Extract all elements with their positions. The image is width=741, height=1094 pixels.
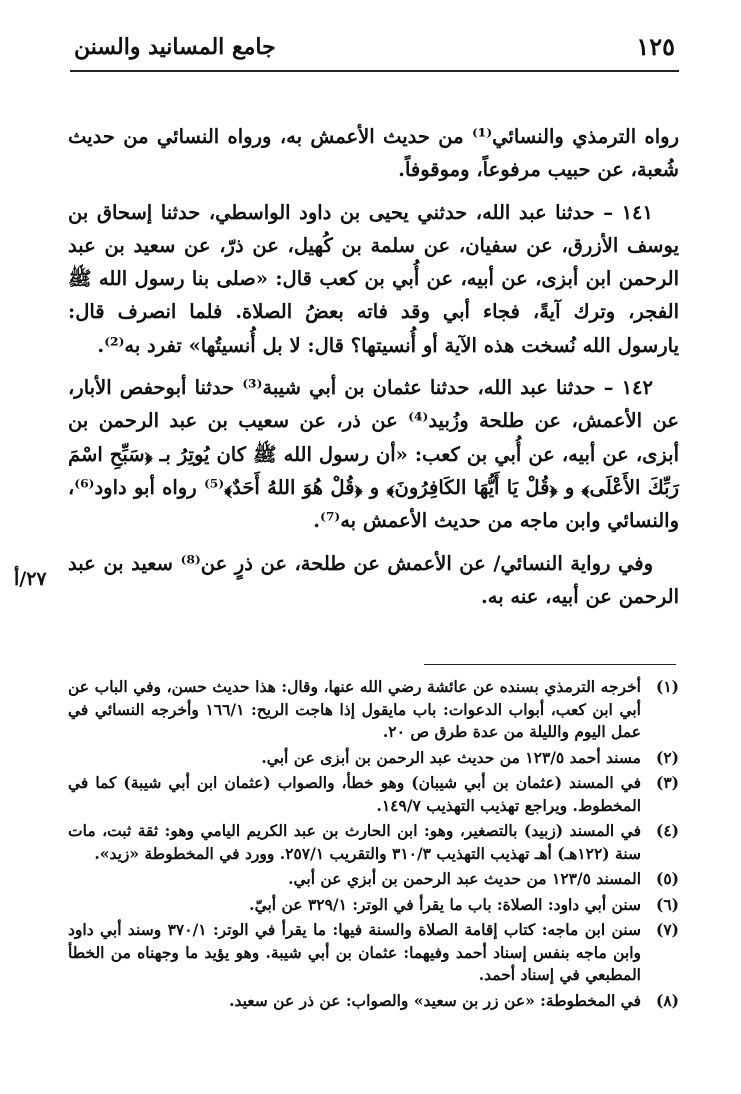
footnote-text: سنن أبي داود: الصلاة: باب ما يقرأ في الوتر: ٣٢٩/١ عن أبيّ. (249, 894, 641, 914)
footnote-text: في المسند (زبيد) بالتصغير، وهو: ابن الحارث بن عبد الكريم اليامي وهو: ثقة ثبت، مات سنة (١٢٢هـ) أهـ تهذيب التهذيب ٣١٠/٣ والتقريب ٢٥٧/١. وورد في المخطوطة «زيد». (68, 821, 641, 863)
footnote-divider (424, 664, 676, 665)
book-title: جامع المسانيد والسنن (74, 34, 276, 60)
page-number: ١٢٥ (636, 32, 675, 61)
footnote-number: (٨) (655, 990, 679, 1010)
footnote-5 (68, 868, 679, 891)
footnote-text: في المسند (عثمان بن أبي شيبان) وهو خطأ، والصواب (عثمان ابن أبي شيبة) كما في المخطوط. ويراجع تهذيب التهذيب ١٤٩/٧. (68, 773, 641, 815)
footnote-text: المسند ١٢٣/٥ من حديث عبد الرحمن بن أبزي عن أبي. (288, 869, 641, 888)
footnote-4 (68, 820, 679, 865)
footnote-1 (68, 676, 679, 744)
footnote-number: (٥) (655, 869, 679, 888)
footnote-text: سنن ابن ماجه: كتاب إقامة الصلاة والسنة فيها: ما يقرأ في الوتر: ٣٧٠/١ وسند أبي داود وابن ماجه بنفس إسناد أحمد وفيهما: عثمان بن أبي شيبة. وهو يؤيد ما وجهناه من الخطأ المطبعي في إسناد أحمد. (68, 920, 641, 984)
footnote-number: (٣) (655, 773, 679, 792)
footnote-number: (٦) (655, 894, 679, 914)
manuscript-folio-ref: ٢٧/أ (14, 568, 47, 590)
footnote-text: في المخطوطة: «عن زر بن سعيد» والصواب: عن ذر عن سعيد. (229, 990, 641, 1010)
footnote-number: (٧) (655, 920, 679, 939)
footnote-3 (68, 772, 679, 817)
footnote-number: (٢) (655, 747, 679, 767)
paragraph-intro: رواه الترمذي والنسائي⁽¹⁾ من حديث الأعمش به، ورواه النسائي من حديث شُعبة، عن حبيب مرفوعاً، وموقوفاً. (68, 125, 679, 182)
hadith-141: ١٤١ – حدثنا عبد الله، حدثني يحيى بن داود الواسطي، حدثنا إسحاق بن يوسف الأزرق، عن سفيان، عن سلمة بن كُهيل، عن ذرّ، عن سعيد بن عبد الرحمن ابن أبزى، عن أبيه، عن أُبي بن كعب قال: «صلى بنا رسول الله ﷺ الفجر، وترك آيةً، فجاء أبي وقد فاته بعضُ الصلاة. فلما انصرف قال: يارسول الله نُسخت هذه الآية أو أُنسيتها؟ قال: لا بل أُنسيتُها» تفرد به⁽²⁾. (68, 200, 679, 357)
footnote-number: (١) (655, 677, 679, 696)
footnote-number: (٤) (655, 821, 679, 840)
footnote-text: مسند أحمد ١٢٣/٥ من حديث عبد الرحمن بن أبزى عن أبي. (261, 747, 641, 767)
footnote-2 (68, 747, 679, 770)
main-text (68, 120, 679, 622)
footnote-7 (68, 919, 679, 987)
footnote-text: أخرجه الترمذي بسنده عن عائشة رضي الله عنها، وقال: هذا حديث حسن، وفي الباب عن أبي ابن كعب، أبواب الدعوات: باب مايقول إذا هاجت الريح: ١٦٦/١ وأخرجه النسائي في عمل اليوم والليلة من عدة طرق ص ٢٠. (68, 677, 641, 741)
footnotes (68, 676, 679, 1015)
paragraph-nasai-variant: وفي رواية النسائي/ عن الأعمش عن طلحة، عن ذرٍ عن⁽⁸⁾ سعيد بن عبد الرحمن عن أبيه، عنه به. (68, 551, 679, 608)
page-header (70, 28, 679, 72)
hadith-142: ١٤٢ – حدثنا عبد الله، حدثنا عثمان بن أبي شيبة⁽³⁾ حدثنا أبوحفص الأبار، عن الأعمش، عن طلحة وزُبيد⁽⁴⁾ عن ذر، عن سعيب بن عبد الرحمن بن أبزى، عن أبيه، عن أُبي بن كعب: «أن رسول الله ﷺ كان يُوتِرُ بـ ﴿سَبِّحِ اسْمَ رَبِّكَ الأَعْلَى﴾ و ﴿قُلْ يَا أَيُّهَا الكَافِرُونَ﴾ و ﴿قُلْ هُوَ اللهُ أَحَدٌ﴾⁽⁵⁾ رواه أبو داود⁽⁶⁾، والنسائي وابن ماجه من حديث الأعمش به⁽⁷⁾. (68, 376, 680, 533)
footnote-6 (68, 894, 679, 917)
footnote-8 (68, 990, 679, 1013)
